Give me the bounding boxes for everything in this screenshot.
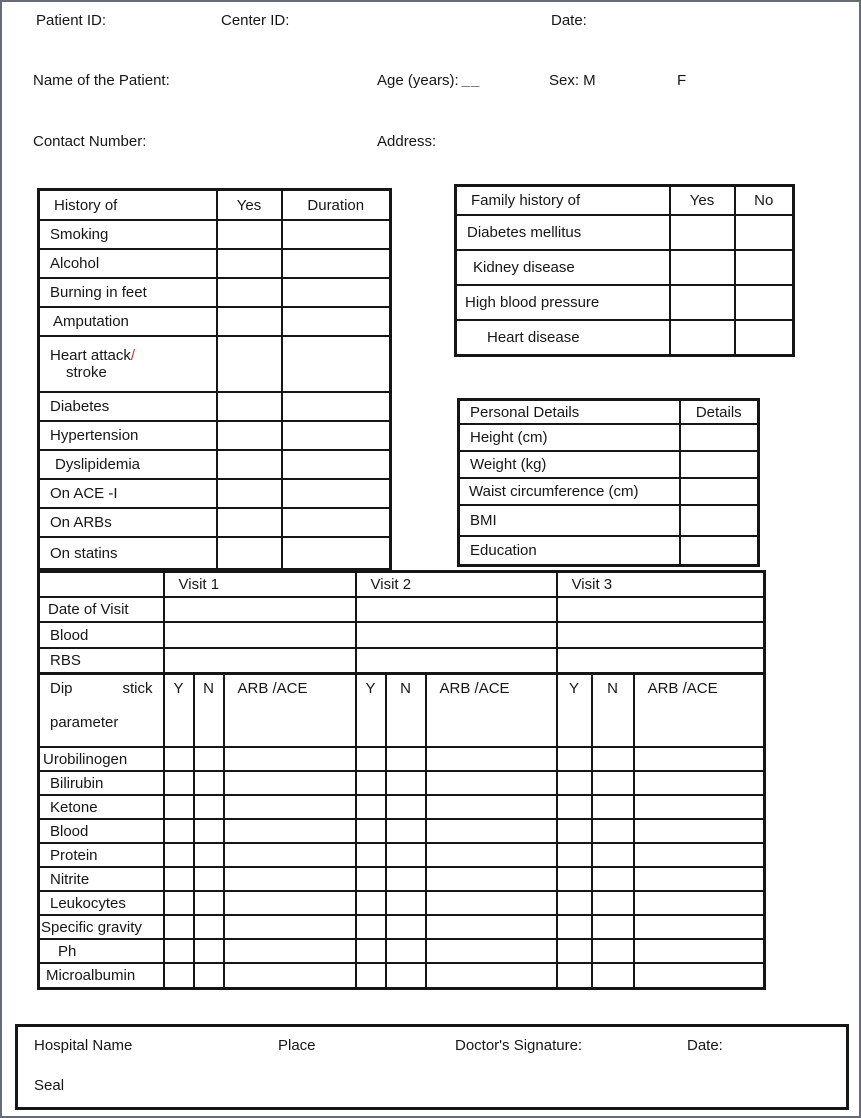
arb-ace-header: ARB /ACE — [634, 674, 765, 748]
blank-cell — [356, 622, 557, 648]
blank-cell — [356, 819, 386, 843]
blank-cell — [634, 747, 765, 771]
blank-cell — [356, 597, 557, 622]
blank-cell — [557, 597, 765, 622]
blank-cell — [282, 479, 391, 508]
blank-cell — [386, 963, 426, 989]
family-row-label: Diabetes mellitus — [456, 215, 670, 250]
param-row-label: Specific gravity — [39, 915, 164, 939]
blank-cell — [386, 771, 426, 795]
blank-cell — [194, 963, 224, 989]
blank-cell — [164, 648, 356, 674]
dip-word: Dip — [50, 680, 73, 697]
blank-cell — [426, 771, 557, 795]
blank-cell — [282, 336, 391, 392]
history-header: History of — [39, 190, 217, 221]
blank-cell — [735, 285, 794, 320]
blank-cell — [735, 250, 794, 285]
blank-cell — [164, 622, 356, 648]
history-row-label: On statins — [39, 537, 217, 570]
blank-cell — [217, 220, 282, 249]
blank-cell — [426, 747, 557, 771]
blank-cell — [282, 421, 391, 450]
blank-cell — [282, 249, 391, 278]
date-label: Date: — [551, 12, 587, 29]
personal-row-label: Weight (kg) — [459, 451, 680, 478]
blank-cell — [217, 392, 282, 421]
blank-cell — [217, 537, 282, 570]
blank-cell — [164, 597, 356, 622]
blank-cell — [282, 508, 391, 537]
blank-cell — [735, 320, 794, 356]
blank-cell — [194, 939, 224, 963]
blank-cell — [356, 843, 386, 867]
red-slash: / — [130, 347, 136, 364]
blank-cell — [680, 505, 759, 536]
sex-male-label: Sex: M — [549, 72, 596, 89]
blank-cell — [386, 867, 426, 891]
visit-1-header: Visit 1 — [164, 572, 356, 598]
blank-cell — [386, 939, 426, 963]
param-row-label: Ketone — [39, 795, 164, 819]
patient-name-label: Name of the Patient: — [33, 72, 170, 89]
blank-cell — [592, 795, 634, 819]
y-header: Y — [164, 674, 194, 748]
blank-cell — [634, 843, 765, 867]
blank-cell — [426, 819, 557, 843]
blank-cell — [356, 747, 386, 771]
history-row-label: Hypertension — [39, 421, 217, 450]
blank-cell — [670, 215, 735, 250]
blank-cell — [217, 450, 282, 479]
blank-cell — [592, 747, 634, 771]
blank-cell — [386, 891, 426, 915]
blank-cell — [224, 939, 356, 963]
blank-cell — [217, 249, 282, 278]
blank-cell — [426, 891, 557, 915]
param-row-label: Protein — [39, 843, 164, 867]
blank-cell — [557, 648, 765, 674]
blank-cell — [164, 963, 194, 989]
blank-cell — [356, 891, 386, 915]
blank-cell — [356, 795, 386, 819]
blank-cell — [217, 307, 282, 336]
blank-cell — [634, 795, 765, 819]
blank-cell — [194, 867, 224, 891]
n-header: N — [592, 674, 634, 748]
blank-cell — [224, 963, 356, 989]
blank-cell — [194, 819, 224, 843]
blank-cell — [224, 771, 356, 795]
dip-stick-parameter-label — [39, 674, 164, 748]
personal-row-label: Education — [459, 536, 680, 566]
blank-cell — [670, 285, 735, 320]
history-row-label: Burning in feet — [39, 278, 217, 307]
blank-cell — [356, 771, 386, 795]
blank-cell — [356, 963, 386, 989]
blank-cell — [634, 819, 765, 843]
blank-cell — [164, 819, 194, 843]
blank-cell — [194, 843, 224, 867]
blank-cell — [680, 451, 759, 478]
blank-cell — [426, 939, 557, 963]
blank-cell — [217, 479, 282, 508]
y-header: Y — [557, 674, 592, 748]
history-row-label: Amputation — [39, 307, 217, 336]
blank-cell — [557, 963, 592, 989]
age-label-text: Age (years): — [377, 72, 459, 89]
personal-row-label: Waist circumference (cm) — [459, 478, 680, 505]
seal-label: Seal — [34, 1077, 65, 1094]
blank-cell — [282, 307, 391, 336]
blank-cell — [224, 819, 356, 843]
blank-cell — [426, 795, 557, 819]
blank-cell — [217, 336, 282, 392]
blank-cell — [224, 795, 356, 819]
blank-cell — [224, 915, 356, 939]
blank-cell — [282, 537, 391, 570]
blank-cell — [224, 891, 356, 915]
center-id-label: Center ID: — [221, 12, 290, 29]
age-blank-line: __ — [461, 72, 481, 89]
blank-cell — [224, 843, 356, 867]
blank-cell — [592, 963, 634, 989]
blank-cell — [592, 939, 634, 963]
param-row-label: Nitrite — [39, 867, 164, 891]
history-row-label: Smoking — [39, 220, 217, 249]
blank-cell — [356, 915, 386, 939]
blank-cell — [557, 795, 592, 819]
visits-table — [37, 570, 766, 990]
blank-cell — [164, 843, 194, 867]
blank-cell — [592, 819, 634, 843]
param-row-label: Leukocytes — [39, 891, 164, 915]
blank-cell — [634, 867, 765, 891]
date-of-visit-label: Date of Visit — [39, 597, 164, 622]
blank-cell — [557, 771, 592, 795]
personal-details-header: Personal Details — [459, 400, 680, 425]
blank-cell — [386, 819, 426, 843]
blank-cell — [164, 867, 194, 891]
rbs-label: RBS — [39, 648, 164, 674]
y-header: Y — [356, 674, 386, 748]
blank-cell — [680, 424, 759, 451]
personal-row-label: Height (cm) — [459, 424, 680, 451]
arb-ace-header: ARB /ACE — [224, 674, 356, 748]
blank-cell — [426, 963, 557, 989]
blank-cell — [164, 891, 194, 915]
param-row-label: Ph — [39, 939, 164, 963]
blank-cell — [557, 867, 592, 891]
blank-cell — [634, 771, 765, 795]
blank-cell — [670, 250, 735, 285]
visit-2-header: Visit 2 — [356, 572, 557, 598]
blank-cell — [356, 867, 386, 891]
blank-cell — [386, 915, 426, 939]
footer-box — [15, 1024, 849, 1110]
blank-cell — [735, 215, 794, 250]
blank-cell — [282, 278, 391, 307]
blank-cell — [592, 915, 634, 939]
blank-cell — [557, 819, 592, 843]
contact-number-label: Contact Number: — [33, 133, 147, 150]
history-table — [37, 188, 392, 571]
blank-cell — [164, 915, 194, 939]
heart-attack-text: Heart attack — [50, 347, 131, 364]
param-row-label: Bilirubin — [39, 771, 164, 795]
history-row-label: Alcohol — [39, 249, 217, 278]
param-row-label: Urobilinogen — [39, 747, 164, 771]
sex-female-label: F — [677, 72, 687, 89]
place-label: Place — [278, 1037, 316, 1054]
blank-cell — [592, 891, 634, 915]
doctor-signature-label: Doctor's Signature: — [455, 1037, 583, 1054]
family-history-header: Family history of — [456, 186, 670, 216]
blank-cell — [557, 939, 592, 963]
blank-cell — [386, 843, 426, 867]
arb-ace-header: ARB /ACE — [426, 674, 557, 748]
blank-cell — [194, 771, 224, 795]
personal-row-label: BMI — [459, 505, 680, 536]
param-row-label: Blood — [39, 819, 164, 843]
blank-cell — [217, 278, 282, 307]
blank-cell — [426, 843, 557, 867]
details-header: Details — [680, 400, 759, 425]
hospital-name-label: Hospital Name — [34, 1037, 133, 1054]
blank-cell — [592, 771, 634, 795]
history-yes-header: Yes — [217, 190, 282, 221]
blank-cell — [592, 867, 634, 891]
n-header: N — [386, 674, 426, 748]
blank-cell — [386, 747, 426, 771]
blank-cell — [557, 622, 765, 648]
history-row-label: On ARBs — [39, 508, 217, 537]
blank-cell — [217, 508, 282, 537]
blank-cell — [670, 320, 735, 356]
blood-label: Blood — [39, 622, 164, 648]
age-label — [377, 72, 480, 89]
blank-cell — [224, 747, 356, 771]
blank-cell — [634, 963, 765, 989]
blank-cell — [282, 392, 391, 421]
blank-cell — [282, 450, 391, 479]
address-label: Address: — [377, 133, 437, 150]
blank-cell — [282, 220, 391, 249]
blank-cell — [194, 891, 224, 915]
parameter-word: parameter — [50, 714, 119, 731]
footer-date-label: Date: — [687, 1037, 723, 1054]
blank-cell — [164, 795, 194, 819]
blank-cell — [386, 795, 426, 819]
blank-cell — [634, 891, 765, 915]
family-row-label: High blood pressure — [456, 285, 670, 320]
visit-3-header: Visit 3 — [557, 572, 765, 598]
blank-cell — [426, 915, 557, 939]
blank-cell — [194, 915, 224, 939]
family-no-header: No — [735, 186, 794, 216]
blank-cell — [164, 939, 194, 963]
stroke-text: stroke — [66, 364, 107, 381]
patient-id-label: Patient ID: — [36, 12, 107, 29]
blank-cell — [164, 747, 194, 771]
history-row-label: Diabetes — [39, 392, 217, 421]
blank-cell — [164, 771, 194, 795]
param-row-label: Microalbumin — [39, 963, 164, 989]
blank-cell — [557, 891, 592, 915]
n-header: N — [194, 674, 224, 748]
history-row-label: On ACE -I — [39, 479, 217, 508]
family-yes-header: Yes — [670, 186, 735, 216]
blank-cell — [194, 747, 224, 771]
blank-cell — [356, 939, 386, 963]
blank-cell — [356, 648, 557, 674]
history-row-label: Dyslipidemia — [39, 450, 217, 479]
blank-cell — [557, 843, 592, 867]
blank-cell — [557, 915, 592, 939]
blank-cell — [680, 478, 759, 505]
history-duration-header: Duration — [282, 190, 391, 221]
family-history-table — [454, 184, 795, 357]
blank-cell — [426, 867, 557, 891]
history-row-heart-attack-stroke — [39, 336, 217, 392]
blank-cell — [634, 939, 765, 963]
personal-details-table — [457, 398, 760, 567]
blank-cell — [194, 795, 224, 819]
blank-cell — [680, 536, 759, 566]
blank-cell — [557, 747, 592, 771]
stick-word: stick — [122, 680, 153, 697]
blank-cell — [592, 843, 634, 867]
blank-cell — [634, 915, 765, 939]
family-row-label: Heart disease — [456, 320, 670, 356]
family-row-label: Kidney disease — [456, 250, 670, 285]
blank-cell — [217, 421, 282, 450]
blank-cell — [224, 867, 356, 891]
blank-cell — [39, 572, 164, 598]
